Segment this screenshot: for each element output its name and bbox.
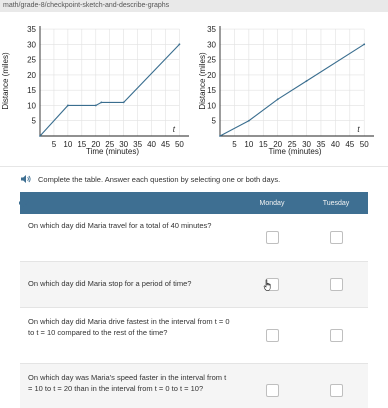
- table-row: [20, 364, 368, 408]
- data-point: [363, 43, 365, 45]
- y-tick-label: 15: [207, 86, 216, 96]
- x-tick-label: 50: [359, 140, 369, 149]
- data-point: [277, 98, 279, 100]
- x-tick-label: 30: [302, 140, 311, 149]
- chart-monday: [0, 14, 194, 164]
- x-axis-title: Time (minutes): [268, 147, 322, 156]
- x-tick-label: 45: [161, 140, 170, 149]
- y-axis-title: Distance (miles): [1, 52, 10, 110]
- y-tick-label: 5: [31, 116, 36, 126]
- question-text: On which day did Maria stop for a period of time?: [28, 279, 192, 288]
- y-tick-label: 35: [207, 25, 216, 35]
- chart-tuesday: [194, 14, 388, 164]
- x-tick-label: 35: [133, 140, 143, 149]
- table-row: [20, 214, 368, 262]
- checkbox-tuesday-q4[interactable]: [330, 384, 343, 397]
- data-point: [123, 101, 125, 103]
- x-tick-label: 40: [330, 140, 340, 149]
- checkbox-tuesday-q1[interactable]: [330, 231, 343, 244]
- x-tick-label: 35: [316, 140, 326, 149]
- y-tick-label: 5: [211, 116, 216, 126]
- x-tick-label: 5: [232, 140, 237, 149]
- y-tick-label: 20: [207, 70, 216, 80]
- x-tick-label: 45: [345, 140, 355, 149]
- checkbox-tuesday-q2[interactable]: [330, 278, 343, 291]
- browser-url-bar[interactable]: [0, 0, 388, 12]
- speaker-icon[interactable]: [18, 197, 30, 209]
- question-text: On which day was Maria's speed faster in the interval from t = 10 to t = 20 than in the interval from t = 0 to t = 10?: [28, 373, 227, 393]
- table-row: [20, 308, 368, 364]
- data-point: [306, 80, 308, 82]
- y-tick-label: 25: [207, 55, 216, 65]
- checkbox-monday-q3[interactable]: [266, 329, 279, 342]
- y-tick-label: 10: [207, 101, 216, 111]
- question-text: On which day did Maria travel for a total of 40 minutes?: [28, 221, 212, 230]
- x-tick-label: 25: [105, 140, 115, 149]
- data-point: [39, 135, 41, 137]
- speaker-icon[interactable]: [20, 173, 32, 185]
- table-header: [20, 192, 368, 214]
- chart-monday-svg: [0, 14, 194, 164]
- column-header-monday: Monday: [259, 199, 285, 207]
- data-point: [179, 43, 181, 45]
- header-speaker-cell: [20, 197, 240, 209]
- data-point: [219, 135, 221, 137]
- x-tick-label: 5: [51, 140, 57, 149]
- axis-end-label: t: [172, 125, 175, 134]
- x-axis-title: Time (minutes): [85, 147, 140, 156]
- y-axis-title: Distance (miles): [198, 52, 207, 110]
- x-tick-label: 10: [63, 140, 73, 149]
- y-tick-label: 35: [27, 25, 36, 35]
- chart-tuesday-svg: [194, 14, 388, 164]
- x-tick-label: 20: [273, 140, 283, 149]
- data-point: [95, 105, 97, 107]
- y-tick-label: 20: [27, 70, 36, 80]
- checkbox-monday-q1[interactable]: [266, 231, 279, 244]
- x-tick-label: 15: [258, 140, 268, 149]
- instruction: [20, 172, 280, 186]
- x-tick-label: 50: [174, 140, 184, 149]
- question-text: On which day did Maria drive fastest in the interval from t = 0 to t = 10 compared to the rest of the time?: [28, 317, 230, 337]
- y-tick-label: 15: [27, 86, 36, 96]
- y-tick-label: 30: [207, 40, 216, 50]
- column-header-tuesday: Tuesday: [322, 199, 350, 207]
- x-tick-label: 30: [119, 140, 129, 149]
- y-tick-label: 30: [27, 40, 36, 50]
- x-tick-label: 15: [77, 140, 87, 149]
- y-tick-label: 10: [27, 101, 36, 111]
- data-point: [100, 101, 102, 103]
- checkbox-monday-q4[interactable]: [266, 384, 279, 397]
- y-tick-label: 25: [27, 55, 36, 65]
- answer-table: [20, 192, 368, 408]
- table-row: [20, 262, 368, 308]
- url-text: math/grade-8/checkpoint-sketch-and-describe-graphs: [3, 2, 170, 9]
- hand-cursor-icon: [263, 278, 273, 296]
- checkbox-tuesday-q3[interactable]: [330, 329, 343, 342]
- x-tick-label: 20: [91, 140, 101, 149]
- instruction-text: Complete the table. Answer each question by selecting one or both days.: [38, 174, 281, 184]
- x-tick-label: 10: [244, 140, 254, 149]
- data-point: [248, 120, 250, 122]
- divider: [0, 166, 388, 167]
- x-tick-label: 40: [147, 140, 156, 149]
- axis-end-label: t: [357, 125, 360, 134]
- x-tick-label: 25: [287, 140, 297, 149]
- data-point: [67, 105, 69, 107]
